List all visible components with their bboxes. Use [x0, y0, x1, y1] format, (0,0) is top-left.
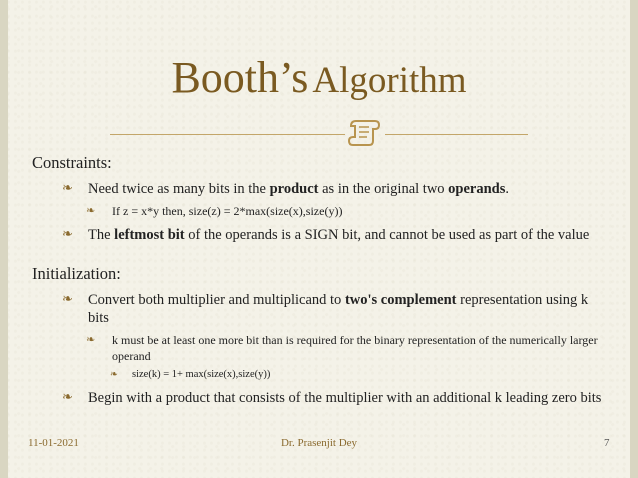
slide-title — [0, 52, 638, 103]
title-part2: Algorithm — [312, 60, 467, 101]
list-item — [62, 389, 612, 407]
scroll-bullet-icon: ❧ — [62, 181, 73, 196]
bullet-text: Convert both multiplier and multiplicand to two's complement representation using k bits — [88, 292, 589, 326]
scroll-bullet-icon: ❧ — [86, 333, 96, 346]
footer-author: Dr. Prasenjit Dey — [280, 437, 358, 449]
bullet-text: Begin with a product that consists of the multiplier with an additional k leading zero bits — [88, 390, 602, 406]
scroll-bullet-icon: ❧ — [62, 227, 73, 242]
list-item — [62, 291, 612, 327]
bullet-text: Need twice as many bits in the product as in the original two operands. — [88, 181, 510, 197]
slide-content — [32, 153, 612, 407]
list-item — [86, 332, 612, 364]
title-rule-right — [385, 134, 528, 135]
scroll-bullet-icon: ❧ — [62, 390, 73, 405]
bullet-text: The leftmost bit of the operands is a SIGN bit, and cannot be used as part of the value — [88, 227, 590, 243]
list-item — [62, 226, 612, 244]
scroll-ornament-icon — [347, 118, 383, 148]
list-item — [62, 180, 612, 198]
scroll-bullet-icon: ❧ — [110, 369, 118, 380]
scroll-bullet-icon: ❧ — [62, 292, 73, 307]
list-item — [86, 203, 612, 219]
list-item — [110, 368, 612, 382]
title-part1: Booth’s — [171, 53, 309, 102]
page-number: 7 — [604, 437, 610, 449]
sub-bullet-text: If z = x*y then, size(z) = 2*max(size(x),size(y)) — [112, 204, 343, 218]
title-rule-left — [110, 134, 345, 135]
initialization-heading: Initialization: — [32, 264, 121, 283]
sub-bullet-text: k must be at least one more bit than is required for the binary representation of the numerically larger operand — [112, 333, 598, 363]
subsub-bullet-text: size(k) = 1+ max(size(x),size(y)) — [132, 369, 271, 380]
constraints-heading: Constraints: — [32, 153, 112, 172]
scroll-bullet-icon: ❧ — [86, 204, 96, 217]
footer-date: 11-01-2021 — [28, 437, 79, 449]
